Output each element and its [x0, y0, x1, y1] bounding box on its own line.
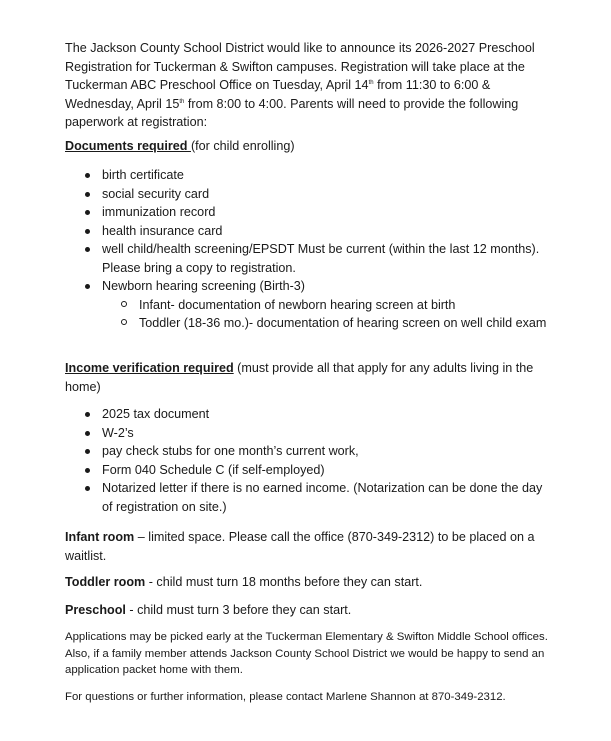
sub-list-item: Toddler (18-36 mo.)- documentation of hearing screen on well child exam [65, 314, 555, 333]
list-item: well child/health screening/EPSDT Must be current (within the last 12 months). Please bring a copy to registration. [65, 240, 555, 277]
list-item: Notarized letter if there is no earned income. (Notarization can be done the day of registration on site.) [65, 479, 555, 516]
list-item: pay check stubs for one month’s current work, [65, 442, 555, 461]
list-item: Newborn hearing screening (Birth-3) [65, 277, 555, 296]
toddler-room-paragraph: Toddler room - child must turn 18 months before they can start. [65, 575, 423, 589]
income-heading: Income verification required (must provide all that apply for any adults living in the home) [65, 361, 534, 394]
contact-paragraph: For questions or further information, please contact Marlene Shannon at 870-349-2312. [65, 691, 506, 703]
documents-heading: Documents required (for child enrolling) [65, 139, 295, 153]
documents-list [65, 166, 555, 333]
sub-list-item: Infant- documentation of newborn hearing screen at birth [65, 296, 555, 315]
applications-paragraph: Applications may be picked early at the Tuckerman Elementary & Swifton Middle School offices. Also, if a family member attends Jackson County School District we would be happy to send an application packet home with them. [65, 631, 548, 676]
list-item: social security card [65, 185, 555, 204]
intro-paragraph: The Jackson County School District would like to announce its 2026-2027 Preschool Registration for Tuckerman & Swifton campuses. Registration will take place at the Tuckerman ABC Preschool Office on Tuesday, April 14th from 11:30 to 6:00 & Wednesday, April 15th from 8:00 to 4:00. Parents will need to provide the following paperwork at registration: [65, 41, 535, 129]
list-item: W-2’s [65, 424, 555, 443]
list-item: Form 040 Schedule C (if self-employed) [65, 461, 555, 480]
list-item: immunization record [65, 203, 555, 222]
list-item: birth certificate [65, 166, 555, 185]
list-item: 2025 tax document [65, 405, 555, 424]
income-list [65, 405, 555, 516]
infant-room-paragraph: Infant room – limited space. Please call the office (870-349-2312) to be placed on a waitlist. [65, 530, 535, 563]
preschool-paragraph: Preschool - child must turn 3 before they can start. [65, 603, 352, 617]
list-item: health insurance card [65, 222, 555, 241]
